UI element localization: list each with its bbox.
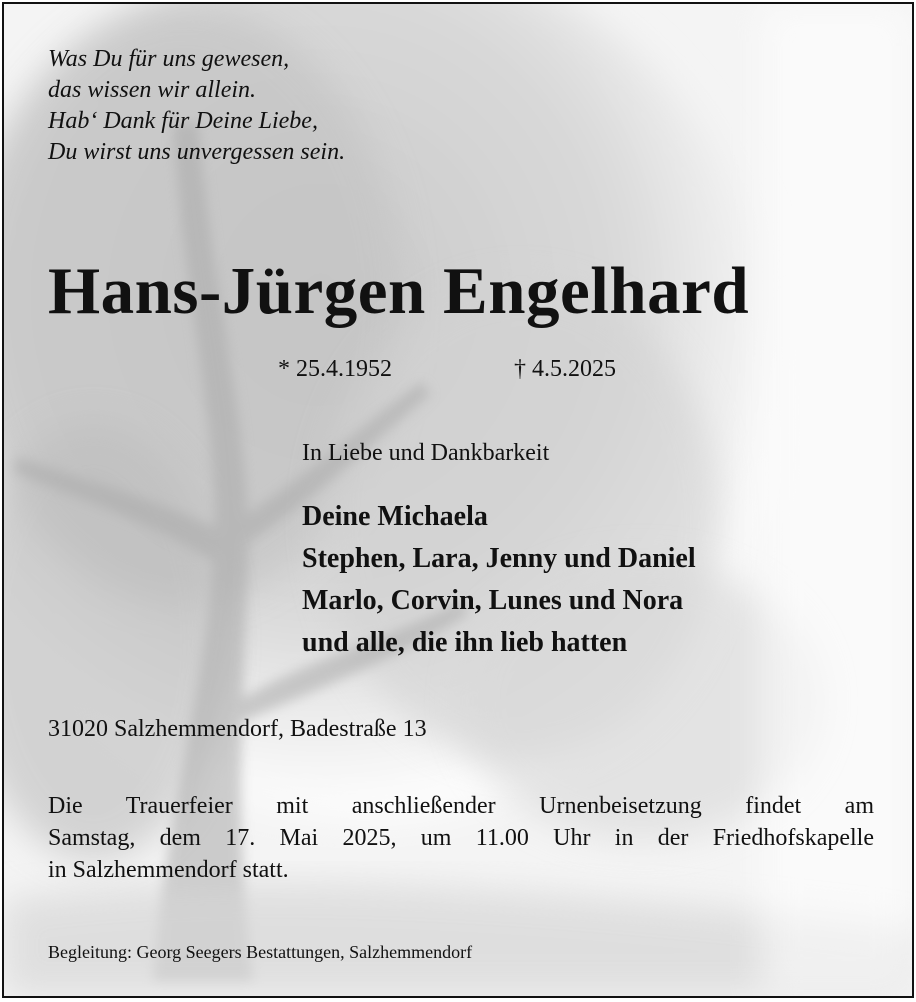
verse-line: Hab‘ Dank für Deine Liebe, (48, 108, 318, 134)
mourner-line: und alle, die ihn lieb hatten (302, 627, 628, 658)
verse-line: Was Du für uns gewesen, (48, 46, 290, 72)
mourner-line: Deine Michaela (302, 501, 488, 532)
obituary-card (2, 2, 914, 998)
mourner-line: Stephen, Lara, Jenny und Daniel (302, 543, 696, 574)
memorial-verse (48, 44, 345, 168)
verse-line: das wissen wir allein. (48, 77, 257, 103)
ceremony-notice (48, 790, 874, 886)
ceremony-line: Die Trauerfeier mit anschließender Urnenbeisetzung findet am (48, 793, 874, 819)
thanks-line: In Liebe und Dankbarkeit (302, 440, 550, 466)
birth-date: * 25.4.1952 (278, 356, 392, 382)
verse-line: Du wirst uns unvergessen sein. (48, 139, 346, 165)
funeral-home-credit: Begleitung: Georg Seegers Bestattungen, Salzhemmendorf (48, 942, 473, 962)
ceremony-line: Samstag, dem 17. Mai 2025, um 11.00 Uhr in der Friedhofskapelle (48, 825, 874, 851)
mourner-line: Marlo, Corvin, Lunes und Nora (302, 585, 684, 616)
mourners-list (302, 496, 696, 664)
death-date: † 4.5.2025 (514, 356, 616, 382)
deceased-name: Hans-Jürgen Engelhard (48, 254, 750, 328)
family-address: 31020 Salzhemmendorf, Badestraße 13 (48, 716, 427, 742)
obituary-content (4, 4, 912, 996)
ceremony-line: in Salzhemmendorf statt. (48, 857, 289, 883)
